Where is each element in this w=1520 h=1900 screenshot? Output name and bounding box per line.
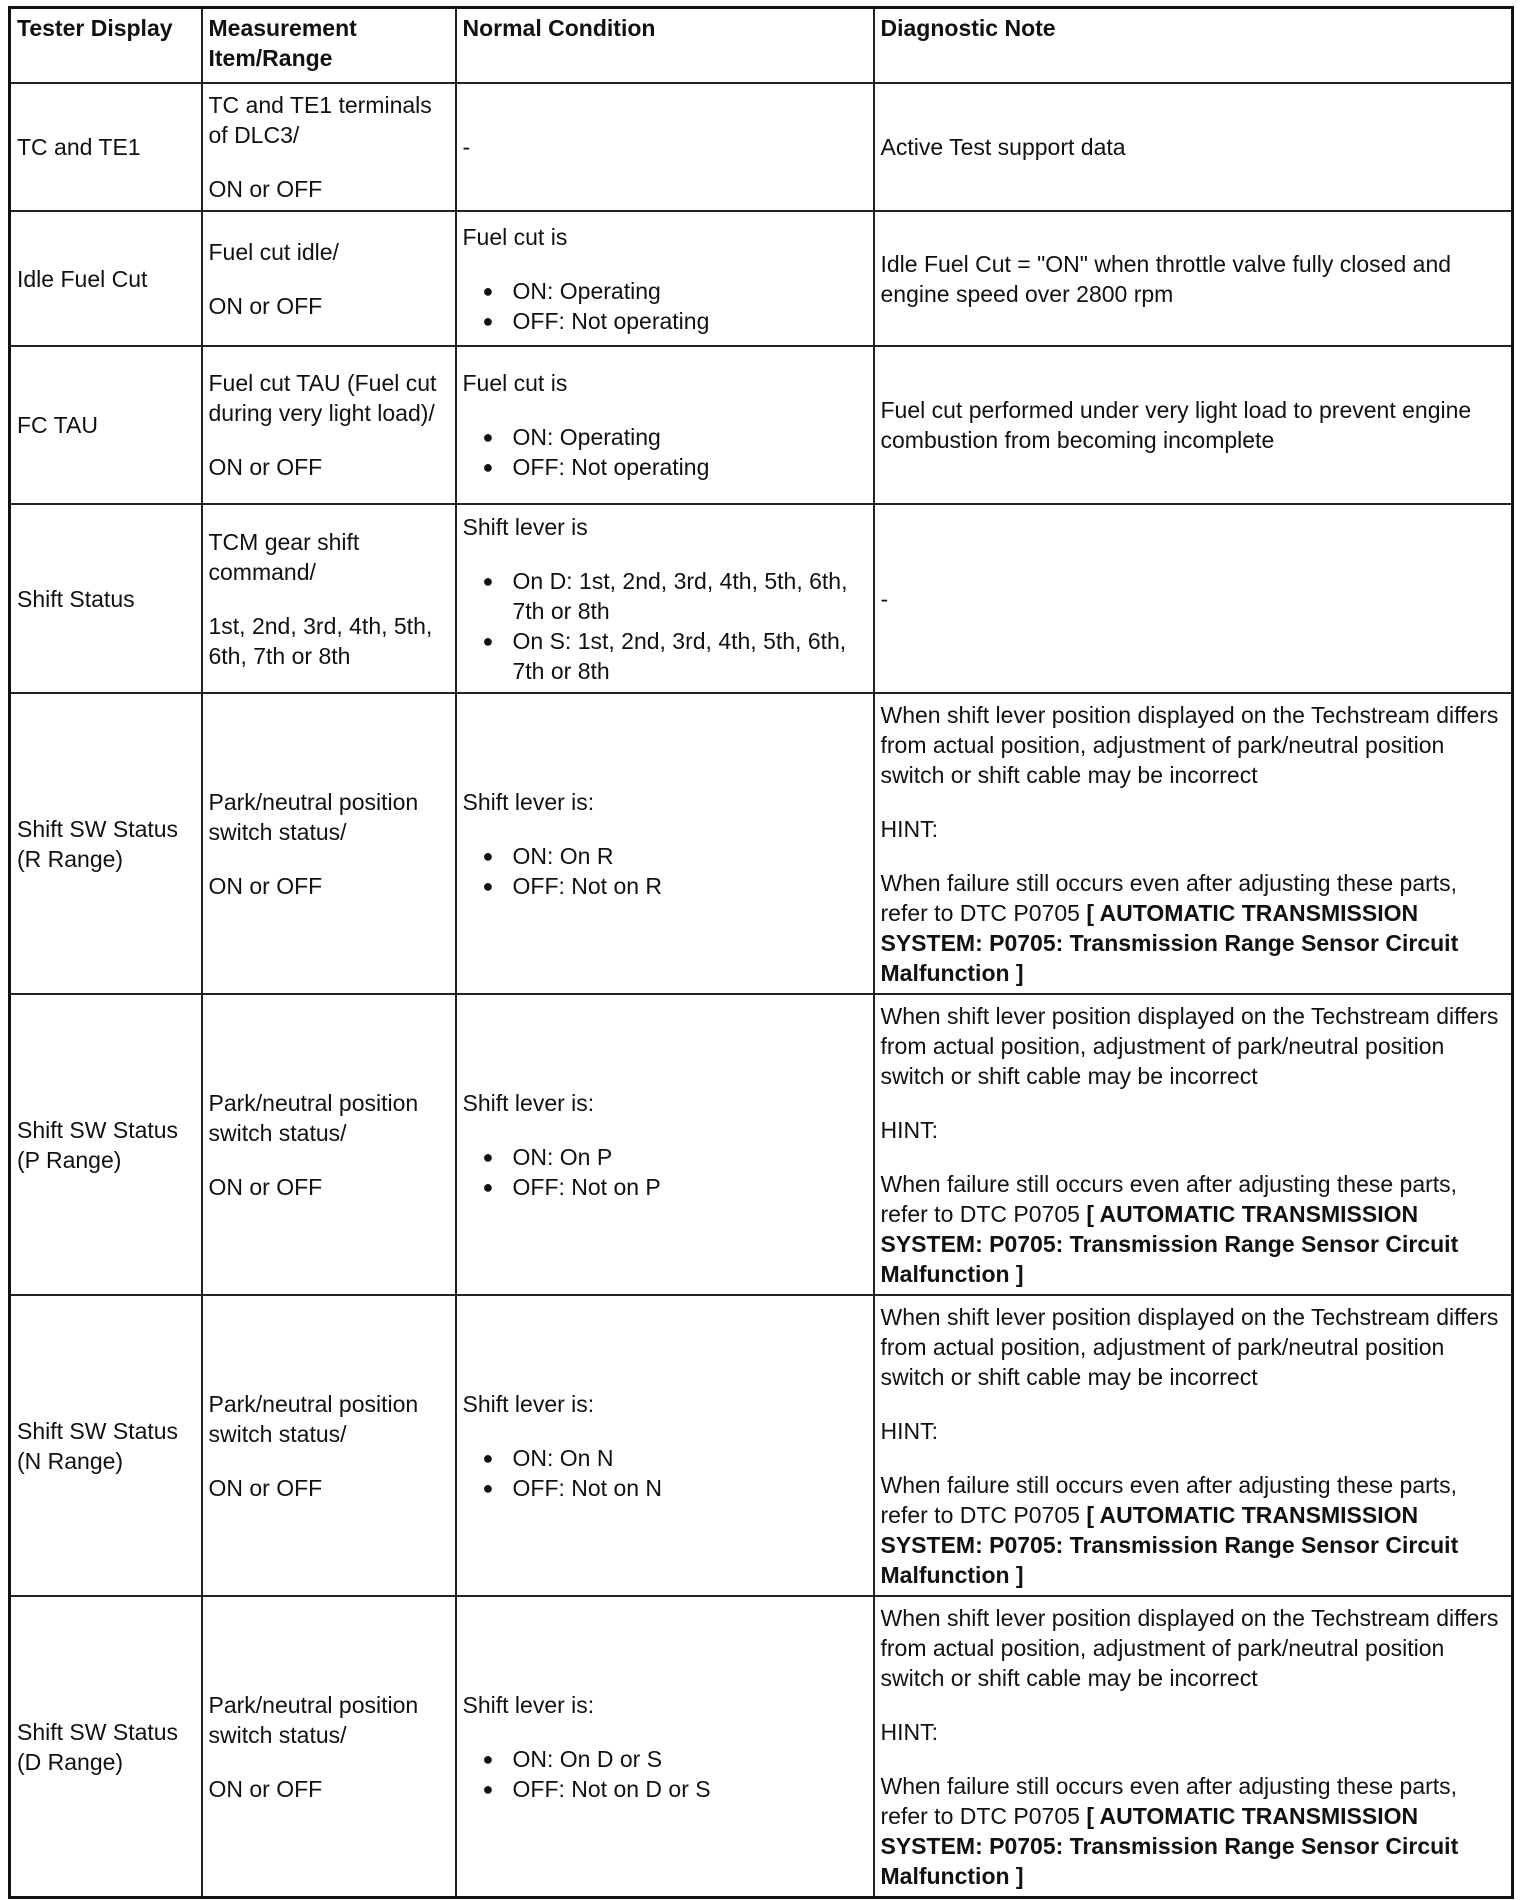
column-header-measurement: Measurement Item/Range xyxy=(202,8,456,84)
dtc-reference-link[interactable]: [ AUTOMATIC TRANSMISSION SYSTEM: P0705: Transmission Range Sensor Circuit Malfunction ] xyxy=(880,1501,1459,1588)
column-header-diagnostic-note: Diagnostic Note xyxy=(874,8,1513,84)
measurement-item: Fuel cut TAU (Fuel cut during very light load)/ xyxy=(208,370,437,426)
note-paragraph: When shift lever position displayed on the Techstream differs from actual position, adjustment of park/neutral position switch or shift cable may be incorrect xyxy=(880,1002,1499,1089)
normal-condition-cell xyxy=(456,504,874,693)
dtc-reference-link[interactable]: [ AUTOMATIC TRANSMISSION SYSTEM: P0705: Transmission Range Sensor Circuit Malfunction ] xyxy=(880,1200,1459,1287)
note-paragraph: When shift lever position displayed on the Techstream differs from actual position, adjustment of park/neutral position switch or shift cable may be incorrect xyxy=(880,701,1499,788)
measurement-item: Park/neutral position switch status/ xyxy=(208,1691,419,1748)
tester-display-cell: TC and TE1 xyxy=(10,83,202,211)
normal-condition-intro: Shift lever is: xyxy=(462,1691,595,1718)
table-row xyxy=(10,994,1513,1295)
measurement-cell xyxy=(202,1596,456,1898)
table-row xyxy=(10,346,1513,504)
tester-display-cell: FC TAU xyxy=(10,346,202,504)
note-hint-label: HINT: xyxy=(880,1116,938,1143)
normal-condition-list xyxy=(463,1443,867,1503)
dtc-reference-link[interactable]: [ AUTOMATIC TRANSMISSION SYSTEM: P0705: Transmission Range Sensor Circuit Malfunction ] xyxy=(880,899,1459,986)
measurement-range: ON or OFF xyxy=(208,292,323,319)
header-row xyxy=(10,8,1513,84)
tester-display-cell: Shift SW Status (N Range) xyxy=(10,1295,202,1596)
normal-condition-cell xyxy=(456,1295,874,1596)
normal-condition-cell xyxy=(456,1596,874,1898)
measurement-range: 1st, 2nd, 3rd, 4th, 5th, 6th, 7th or 8th xyxy=(208,612,433,669)
measurement-cell xyxy=(202,994,456,1295)
measurement-cell xyxy=(202,693,456,994)
normal-condition-cell xyxy=(456,994,874,1295)
list-item: ● OFF: Not operating xyxy=(513,306,867,336)
table-row xyxy=(10,504,1513,693)
note-paragraph: When shift lever position displayed on the Techstream differs from actual position, adjustment of park/neutral position switch or shift cable may be incorrect xyxy=(880,1604,1499,1691)
normal-condition-intro: Fuel cut is xyxy=(462,370,568,396)
normal-condition-cell: - xyxy=(456,83,874,211)
table-row xyxy=(10,693,1513,994)
table-row xyxy=(10,1596,1513,1898)
measurement-cell xyxy=(202,1295,456,1596)
normal-condition-cell xyxy=(456,211,874,346)
tester-display-cell: Shift Status xyxy=(10,504,202,693)
note-hint-label: HINT: xyxy=(880,815,938,842)
list-item: ● OFF: Not on R xyxy=(513,871,867,901)
measurement-range: ON or OFF xyxy=(208,1173,323,1200)
measurement-range: ON or OFF xyxy=(208,176,323,202)
note-text: When failure still occurs even after adjusting these parts, refer to DTC P0705 xyxy=(880,1170,1458,1227)
measurement-range: ON or OFF xyxy=(208,1474,323,1501)
measurement-cell xyxy=(202,211,456,346)
measurement-range: ON or OFF xyxy=(208,1775,323,1802)
column-header-normal-condition: Normal Condition xyxy=(456,8,874,84)
normal-condition-intro: Fuel cut is xyxy=(462,223,568,250)
measurement-item: Park/neutral position switch status/ xyxy=(208,1390,419,1447)
note-paragraph xyxy=(881,868,1506,988)
normal-condition-list xyxy=(463,276,867,336)
tester-display-cell: Shift SW Status (D Range) xyxy=(10,1596,202,1898)
diagnostic-note-cell: Fuel cut performed under very light load to prevent engine combustion from becoming incomplete xyxy=(874,346,1513,504)
tester-display-cell: Idle Fuel Cut xyxy=(10,211,202,346)
note-text: When failure still occurs even after adjusting these parts, refer to DTC P0705 xyxy=(880,1772,1458,1829)
diagnostic-note-cell xyxy=(874,693,1513,994)
table-row xyxy=(10,1295,1513,1596)
list-item: ● On D: 1st, 2nd, 3rd, 4th, 5th, 6th, 7th or 8th xyxy=(513,566,867,626)
tester-display-cell: Shift SW Status (R Range) xyxy=(10,693,202,994)
note-text: When failure still occurs even after adjusting these parts, refer to DTC P0705 xyxy=(880,869,1458,926)
note-paragraph xyxy=(881,1169,1506,1289)
list-item: ● ON: On P xyxy=(513,1142,867,1172)
measurement-item: TCM gear shift command/ xyxy=(208,528,360,585)
diagnostic-note-cell xyxy=(874,994,1513,1295)
diagnostic-note-cell xyxy=(874,1596,1513,1898)
list-item: ● OFF: Not operating xyxy=(513,452,867,482)
note-text: When failure still occurs even after adjusting these parts, refer to DTC P0705 xyxy=(880,1471,1458,1528)
list-item: ● ON: On R xyxy=(513,841,867,871)
note-hint-label: HINT: xyxy=(880,1718,938,1745)
list-item: ● OFF: Not on N xyxy=(513,1473,867,1503)
normal-condition-intro: Shift lever is: xyxy=(462,1390,595,1417)
diagnostic-note-cell: Active Test support data xyxy=(874,83,1513,211)
list-item: ● ON: Operating xyxy=(513,422,867,452)
measurement-cell xyxy=(202,504,456,693)
normal-condition-intro: Shift lever is xyxy=(462,513,588,540)
normal-condition-list xyxy=(463,422,867,482)
normal-condition-list xyxy=(463,841,867,901)
list-item: ● ON: Operating xyxy=(513,276,867,306)
normal-condition-intro: Shift lever is: xyxy=(462,1089,595,1116)
diagnostic-note-cell: - xyxy=(874,504,1513,693)
list-item: ● OFF: Not on P xyxy=(513,1172,867,1202)
table-row xyxy=(10,211,1513,346)
measurement-cell xyxy=(202,83,456,211)
normal-condition-list xyxy=(463,1744,867,1804)
measurement-range: ON or OFF xyxy=(208,454,323,480)
list-item: ● OFF: Not on D or S xyxy=(513,1774,867,1804)
diagnostic-note-cell xyxy=(874,1295,1513,1596)
normal-condition-cell xyxy=(456,346,874,504)
normal-condition-intro: Shift lever is: xyxy=(462,788,595,815)
list-item: ● On S: 1st, 2nd, 3rd, 4th, 5th, 6th, 7th or 8th xyxy=(513,626,867,686)
measurement-item: Fuel cut idle/ xyxy=(208,238,339,265)
note-paragraph: When shift lever position displayed on the Techstream differs from actual position, adjustment of park/neutral position switch or shift cable may be incorrect xyxy=(880,1303,1499,1390)
measurement-item: TC and TE1 terminals of DLC3/ xyxy=(208,92,432,148)
list-item: ● ON: On D or S xyxy=(513,1744,867,1774)
normal-condition-list xyxy=(463,566,867,686)
normal-condition-list xyxy=(463,1142,867,1202)
diagnostic-note-cell: Idle Fuel Cut = "ON" when throttle valve fully closed and engine speed over 2800 rpm xyxy=(874,211,1513,346)
dtc-reference-link[interactable]: [ AUTOMATIC TRANSMISSION SYSTEM: P0705: Transmission Range Sensor Circuit Malfunction ] xyxy=(880,1802,1459,1889)
measurement-item: Park/neutral position switch status/ xyxy=(208,788,419,845)
tester-display-cell: Shift SW Status (P Range) xyxy=(10,994,202,1295)
measurement-cell xyxy=(202,346,456,504)
note-hint-label: HINT: xyxy=(880,1417,938,1444)
note-paragraph xyxy=(881,1771,1506,1891)
measurement-item: Park/neutral position switch status/ xyxy=(208,1089,419,1146)
measurement-range: ON or OFF xyxy=(208,872,323,899)
table-row xyxy=(10,83,1513,211)
data-list-table xyxy=(8,6,1514,1899)
normal-condition-cell xyxy=(456,693,874,994)
note-paragraph xyxy=(881,1470,1506,1590)
column-header-tester-display: Tester Display xyxy=(10,8,202,84)
list-item: ● ON: On N xyxy=(513,1443,867,1473)
